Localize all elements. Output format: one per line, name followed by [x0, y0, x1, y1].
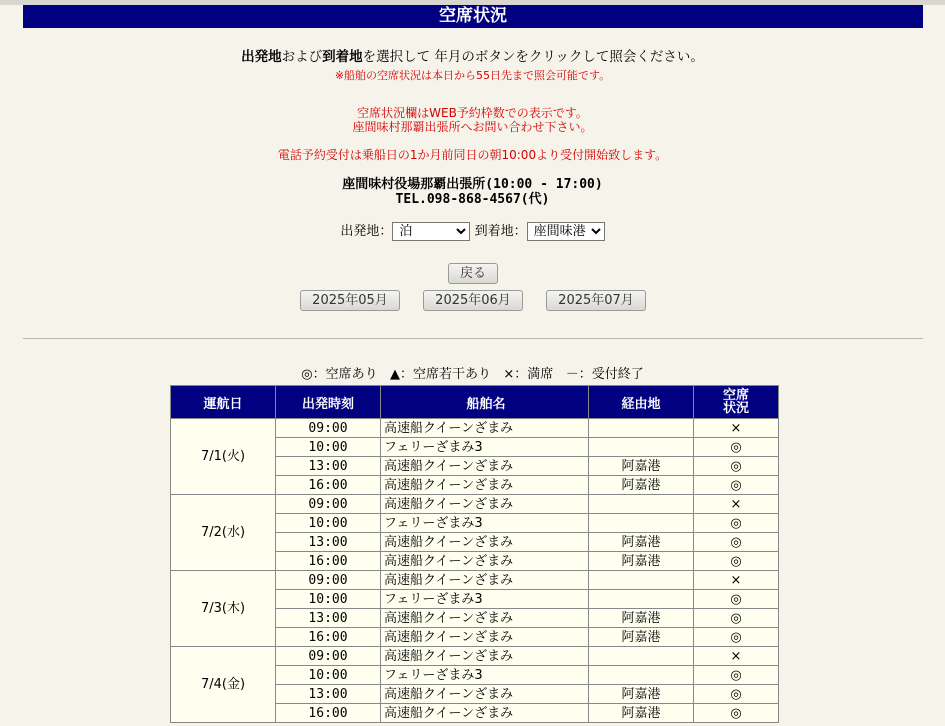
cell-status: ◎ [694, 552, 779, 571]
cell-via: 阿嘉港 [589, 685, 694, 704]
legend [0, 363, 945, 382]
cell-via: 阿嘉港 [589, 609, 694, 628]
cell-via [589, 647, 694, 666]
cell-date: 7/4(金) [171, 647, 276, 723]
cell-ship: フェリーざまみ3 [381, 514, 589, 533]
header-via: 経由地 [589, 386, 694, 419]
note-web-seats: 空席状況欄はWEB予約枠数での表示です。 [357, 106, 588, 120]
cell-ship: 高速船クイーンざまみ [381, 647, 589, 666]
cell-ship: 高速船クイーンざまみ [381, 552, 589, 571]
cell-ship: フェリーざまみ3 [381, 438, 589, 457]
header-time: 出発時刻 [276, 386, 381, 419]
cell-status: ◎ [694, 438, 779, 457]
departure-label: 出発地： [340, 224, 393, 239]
month-button-2025-07[interactable]: 2025年07月 [546, 290, 646, 311]
arrival-label: 到着地： [474, 224, 527, 239]
cell-date: 7/3(木) [171, 571, 276, 647]
note-query-range: ※船舶の空席状況は本日から55日先まで照会可能です。 [334, 69, 611, 82]
cell-status: ◎ [694, 514, 779, 533]
cell-via [589, 495, 694, 514]
schedule-table [170, 385, 779, 723]
instruction-text [0, 45, 945, 65]
cell-ship: 高速船クイーンざまみ [381, 457, 589, 476]
table-row [171, 571, 779, 590]
table-row [171, 495, 779, 514]
cell-time: 16:00 [276, 476, 381, 495]
cell-via [589, 514, 694, 533]
cell-status: ◎ [694, 666, 779, 685]
cell-time: 09:00 [276, 419, 381, 438]
cell-ship: 高速船クイーンざまみ [381, 476, 589, 495]
header-status-line2: 状況 [722, 401, 749, 416]
cell-status: × [694, 571, 779, 590]
cell-ship: 高速船クイーンざまみ [381, 704, 589, 723]
instruction-and: および [281, 49, 323, 65]
cell-ship: 高速船クイーンざまみ [381, 419, 589, 438]
cell-time: 16:00 [276, 704, 381, 723]
cell-ship: フェリーざまみ3 [381, 590, 589, 609]
month-button-2025-06[interactable]: 2025年06月 [423, 290, 523, 311]
cell-date: 7/2(水) [171, 495, 276, 571]
cell-time: 10:00 [276, 666, 381, 685]
cell-status: ◎ [694, 590, 779, 609]
cell-status: ◎ [694, 457, 779, 476]
cell-time: 10:00 [276, 590, 381, 609]
back-button[interactable]: 戻る [448, 263, 498, 284]
arrival-select[interactable] [527, 222, 605, 241]
header-status [694, 386, 779, 419]
legend-available: ◎：空席あり [301, 367, 378, 382]
cell-status: ◎ [694, 704, 779, 723]
cell-status: ◎ [694, 628, 779, 647]
header-status-line1: 空席 [722, 388, 749, 403]
legend-closed: －：受付終了 [565, 367, 644, 382]
cell-ship: 高速船クイーンざまみ [381, 628, 589, 647]
cell-time: 13:00 [276, 533, 381, 552]
office-name: 座間味村役場那覇出張所(10:00 - 17:00) [342, 177, 603, 192]
cell-status: ◎ [694, 476, 779, 495]
cell-ship: 高速船クイーンざまみ [381, 495, 589, 514]
cell-ship: 高速船クイーンざまみ [381, 571, 589, 590]
cell-ship: 高速船クイーンざまみ [381, 609, 589, 628]
page-title: 空席状況 [23, 5, 923, 28]
office-tel: TEL.098-868-4567(代) [395, 192, 550, 207]
instruction-departure: 出発地 [241, 49, 282, 65]
table-header-row [171, 386, 779, 419]
cell-time: 09:00 [276, 647, 381, 666]
header-ship: 船舶名 [381, 386, 589, 419]
header-date: 運航日 [171, 386, 276, 419]
cell-via [589, 666, 694, 685]
cell-date: 7/1(火) [171, 419, 276, 495]
cell-ship: フェリーざまみ3 [381, 666, 589, 685]
table-row [171, 419, 779, 438]
cell-status: × [694, 419, 779, 438]
cell-via: 阿嘉港 [589, 704, 694, 723]
route-selector [0, 220, 945, 241]
cell-via [589, 419, 694, 438]
departure-select[interactable] [392, 222, 470, 241]
cell-via [589, 590, 694, 609]
instruction-arrival: 到着地 [322, 49, 363, 65]
cell-time: 13:00 [276, 457, 381, 476]
cell-ship: 高速船クイーンざまみ [381, 533, 589, 552]
cell-status: ◎ [694, 609, 779, 628]
month-button-2025-05[interactable]: 2025年05月 [300, 290, 400, 311]
cell-time: 09:00 [276, 571, 381, 590]
cell-status: ◎ [694, 685, 779, 704]
cell-via: 阿嘉港 [589, 533, 694, 552]
note-contact: 座間味村那覇出張所へお問い合わせ下さい。 [352, 120, 593, 134]
cell-time: 10:00 [276, 514, 381, 533]
cell-time: 16:00 [276, 552, 381, 571]
cell-time: 16:00 [276, 628, 381, 647]
table-body [171, 419, 779, 723]
cell-via [589, 438, 694, 457]
cell-time: 10:00 [276, 438, 381, 457]
legend-full: ×：満席 [503, 367, 554, 382]
table-row [171, 647, 779, 666]
cell-time: 09:00 [276, 495, 381, 514]
cell-via: 阿嘉港 [589, 552, 694, 571]
divider [23, 338, 923, 339]
cell-via [589, 571, 694, 590]
legend-few: ▲：空席若干あり [390, 367, 491, 382]
note-phone-reservation: 電話予約受付は乗船日の1か月前同日の朝10:00より受付開始致します。 [277, 148, 668, 162]
cell-via: 阿嘉港 [589, 457, 694, 476]
cell-time: 13:00 [276, 685, 381, 704]
instruction-tail: を選択して 年月のボタンをクリックして照会ください。 [362, 49, 704, 65]
cell-ship: 高速船クイーンざまみ [381, 685, 589, 704]
cell-status: ◎ [694, 533, 779, 552]
cell-status: × [694, 495, 779, 514]
cell-status: × [694, 647, 779, 666]
cell-via: 阿嘉港 [589, 476, 694, 495]
cell-time: 13:00 [276, 609, 381, 628]
cell-via: 阿嘉港 [589, 628, 694, 647]
